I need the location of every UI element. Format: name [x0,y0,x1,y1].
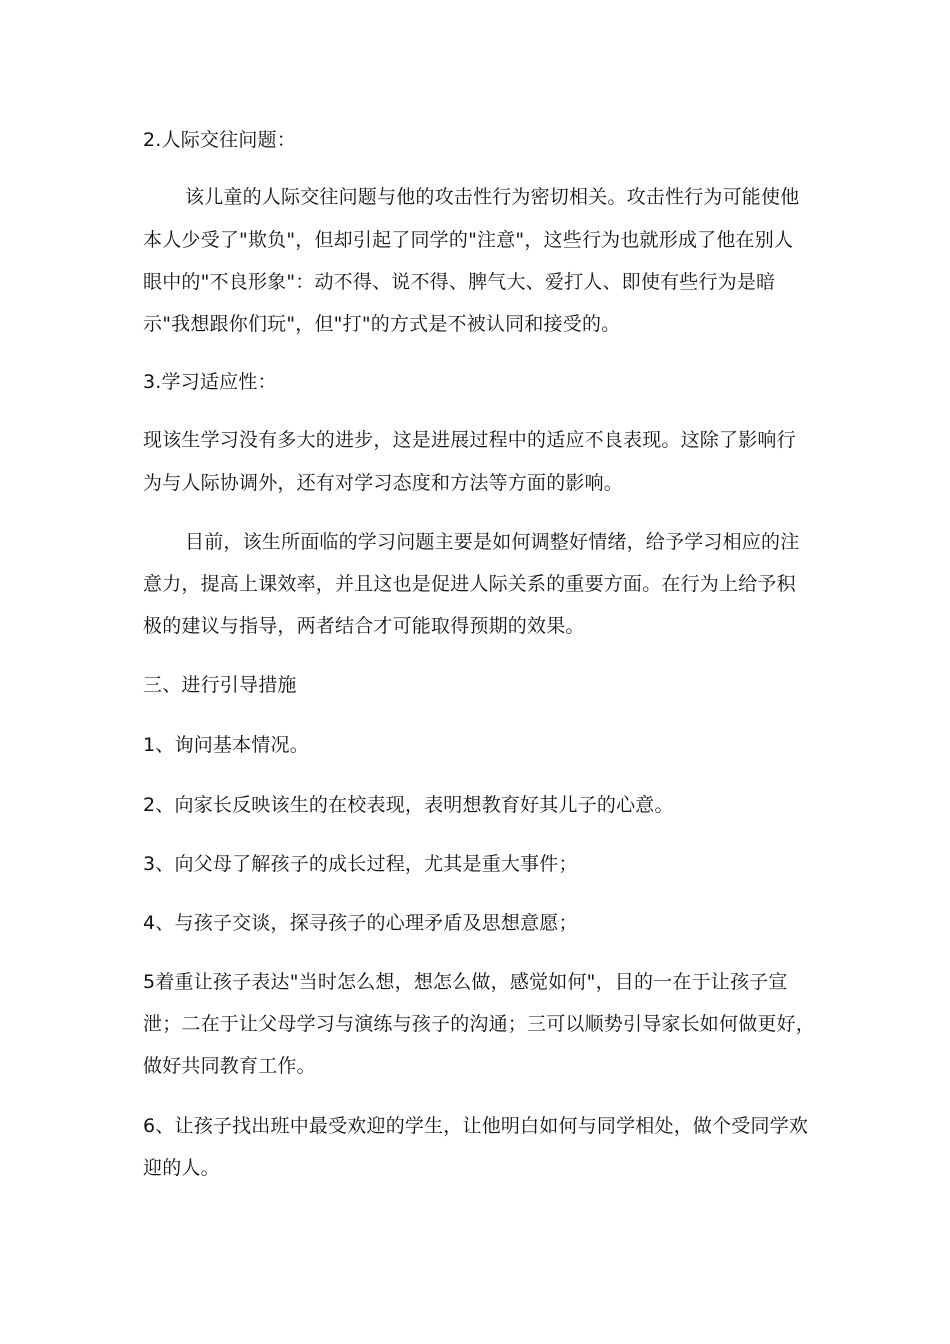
paragraph-line: 意力，提高上课效率，并且这也是促进人际关系的重要方面。在行为上给予积 [143,573,796,595]
paragraph-line: 极的建议与指导，两者结合才可能取得预期的效果。 [143,615,585,637]
section-3-heading: 3.学习适应性： [143,371,277,393]
measure-item-5-line: 泄；二在于让父母学习与演练与孩子的沟通；三可以顺势引导家长如何做更好， [143,1013,816,1035]
measure-item-2: 2、向家长反映该生的在校表现，表明想教育好其儿子的心意。 [143,794,674,816]
section-2-heading: 2.人际交往问题： [143,129,296,151]
paragraph-line: 示"我想跟你们玩"，但"打"的方式是不被认同和接受的。 [143,313,621,335]
measure-item-5-line: 5着重让孩子表达"当时怎么想，想怎么做，感觉如何"，目的一在于让孩子宣 [143,971,788,993]
measure-item-6-line: 迎的人。 [143,1157,220,1179]
measure-item-5-line: 做好共同教育工作。 [143,1055,316,1077]
paragraph-line: 眼中的"不良形象"：动不得、说不得、脾气大、爱打人、即使有些行为是暗 [143,271,776,293]
part-3-heading: 三、进行引导措施 [143,674,297,696]
measure-item-3: 3、向父母了解孩子的成长过程，尤其是重大事件； [143,853,578,875]
paragraph-line: 目前，该生所面临的学习问题主要是如何调整好情绪，给予学习相应的注 [185,531,800,553]
paragraph-line: 该儿童的人际交往问题与他的攻击性行为密切相关。攻击性行为可能使他 [185,186,800,208]
paragraph-line: 现该生学习没有多大的进步，这是进展过程中的适应不良表现。这除了影响行 [143,429,796,451]
paragraph-line: 为与人际协调外，还有对学习态度和方法等方面的影响。 [143,472,624,494]
paragraph-line: 本人少受了"欺负"，但却引起了同学的"注意"，这些行为也就形成了他在别人 [143,229,794,251]
measure-item-1: 1、询问基本情况。 [143,734,309,756]
measure-item-4: 4、与孩子交谈，探寻孩子的心理矛盾及思想意愿； [143,912,578,934]
measure-item-6-line: 6、让孩子找出班中最受欢迎的学生，让他明白如何与同学相处，做个受同学欢 [143,1115,809,1137]
